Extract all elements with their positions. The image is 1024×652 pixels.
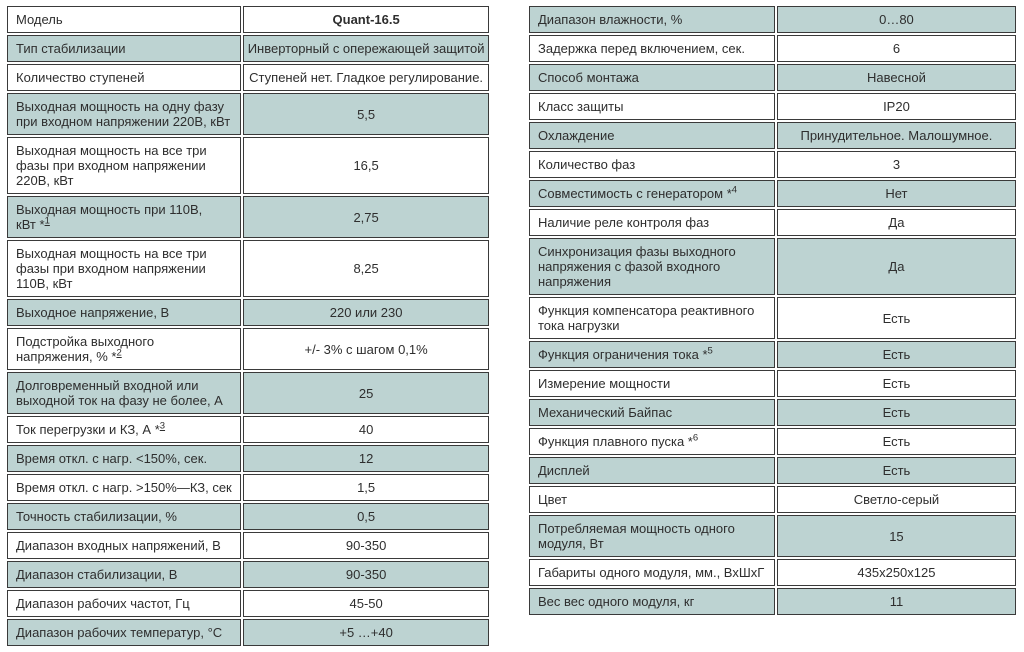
spec-value: Инверторный с опережающей защитой (243, 35, 489, 62)
spec-label: Время откл. с нагр. <150%, сек. (7, 445, 241, 472)
spec-value: 435x250x125 (777, 559, 1016, 586)
spec-value: 0…80 (777, 6, 1016, 33)
spec-value: Есть (777, 399, 1016, 426)
spec-label: Выходная мощность при 110В, кВт *$^1$ (7, 196, 241, 238)
spec-label: Задержка перед включением, сек. (529, 35, 775, 62)
table-row (7, 561, 489, 588)
spec-label: Потребляемая мощность одного модуля, Вт (529, 515, 775, 557)
table-row (529, 238, 1016, 295)
spec-label: Вес вес одного модуля, кг (529, 588, 775, 615)
table-row (7, 328, 489, 370)
spec-label: Подстройка выходного напряжения, % *$^2$ (7, 328, 241, 370)
specs-table-right (527, 4, 1018, 617)
table-row (7, 372, 489, 414)
spec-value: Есть (777, 457, 1016, 484)
spec-value: Нет (777, 180, 1016, 207)
footnote-mark: 5 (707, 345, 713, 357)
spec-label: Габариты одного модуля, мм., ВхШхГ (529, 559, 775, 586)
table-row (529, 151, 1016, 178)
footnote-mark: 1 (44, 215, 50, 227)
spec-value: Да (777, 238, 1016, 295)
spec-label: Точность стабилизации, % (7, 503, 241, 530)
spec-value: 3 (777, 151, 1016, 178)
table-row (7, 532, 489, 559)
table-row (529, 399, 1016, 426)
table-row (7, 35, 489, 62)
spec-label: Механический Байпас (529, 399, 775, 426)
spec-label: Тип стабилизации (7, 35, 241, 62)
spec-value: +5 …+40 (243, 619, 489, 646)
spec-label: Диапазон стабилизации, В (7, 561, 241, 588)
table-row (7, 474, 489, 501)
table-row (529, 297, 1016, 339)
table-row (7, 299, 489, 326)
table-row (529, 64, 1016, 91)
spec-value: Да (777, 209, 1016, 236)
spec-value: 15 (777, 515, 1016, 557)
spec-label: Диапазон влажности, % (529, 6, 775, 33)
spec-value: 16,5 (243, 137, 489, 194)
spec-value: 45-50 (243, 590, 489, 617)
spec-value: 5,5 (243, 93, 489, 135)
spec-value: 90-350 (243, 561, 489, 588)
spec-label: Функция ограничения тока *$^5$ (529, 341, 775, 368)
table-row (7, 6, 489, 33)
spec-value: +/- 3% с шагом 0,1% (243, 328, 489, 370)
spec-value: 0,5 (243, 503, 489, 530)
table-row (7, 503, 489, 530)
spec-label: Количество ступеней (7, 64, 241, 91)
spec-value: Есть (777, 297, 1016, 339)
table-row (7, 416, 489, 443)
spec-label: Выходная мощность на одну фазу при входном напряжении 220В, кВт (7, 93, 241, 135)
table-row (529, 35, 1016, 62)
table-row (7, 590, 489, 617)
spec-label: Синхронизация фазы выходного напряжения с фазой входного напряжения (529, 238, 775, 295)
spec-value: 220 или 230 (243, 299, 489, 326)
specs-table-left (5, 4, 491, 648)
spec-label: Способ монтажа (529, 64, 775, 91)
table-row (529, 341, 1016, 368)
spec-value: 8,25 (243, 240, 489, 297)
spec-label: Выходная мощность на все три фазы при входном напряжении 220В, кВт (7, 137, 241, 194)
spec-value: Ступеней нет. Гладкое регулирование. (243, 64, 489, 91)
table-row (529, 93, 1016, 120)
footnote-mark: 6 (692, 432, 699, 444)
spec-label: Диапазон рабочих частот, Гц (7, 590, 241, 617)
table-row (529, 515, 1016, 557)
table-row (529, 370, 1016, 397)
spec-value: 6 (777, 35, 1016, 62)
spec-label: Цвет (529, 486, 775, 513)
spec-value: 12 (243, 445, 489, 472)
table-row (529, 486, 1016, 513)
spec-value: 11 (777, 588, 1016, 615)
spec-value: 2,75 (243, 196, 489, 238)
spec-label: Наличие реле контроля фаз (529, 209, 775, 236)
spec-value: 40 (243, 416, 489, 443)
table-row (529, 559, 1016, 586)
table-row (7, 64, 489, 91)
table-row (529, 122, 1016, 149)
footnote-mark: 2 (116, 347, 122, 359)
spec-value: Есть (777, 370, 1016, 397)
spec-value: 90-350 (243, 532, 489, 559)
table-row (7, 93, 489, 135)
spec-value: 25 (243, 372, 489, 414)
spec-value: IP20 (777, 93, 1016, 120)
spec-label: Долговременный входной или выходной ток на фазу не более, А (7, 372, 241, 414)
table-row (529, 428, 1016, 455)
spec-label: Время откл. с нагр. >150%—КЗ, сек (7, 474, 241, 501)
spec-value: Quant-16.5 (243, 6, 489, 33)
table-row (7, 445, 489, 472)
spec-value: Есть (777, 341, 1016, 368)
spec-label: Совместимость с генератором *$^4$ (529, 180, 775, 207)
table-row (529, 457, 1016, 484)
table-row (529, 180, 1016, 207)
table-row (7, 619, 489, 646)
table-row (7, 196, 489, 238)
spec-label: Выходная мощность на все три фазы при входном напряжении 110В, кВт (7, 240, 241, 297)
spec-label: Класс защиты (529, 93, 775, 120)
spec-value: Навесной (777, 64, 1016, 91)
spec-label: Функция плавного пуска *$^6$ (529, 428, 775, 455)
spec-label: Дисплей (529, 457, 775, 484)
table-row (7, 240, 489, 297)
table-row (529, 6, 1016, 33)
spec-label: Охлаждение (529, 122, 775, 149)
spec-value: Принудительное. Малошумное. (777, 122, 1016, 149)
spec-value: Светло-серый (777, 486, 1016, 513)
spec-label: Диапазон рабочих температур, °C (7, 619, 241, 646)
spec-value: 1,5 (243, 474, 489, 501)
spec-value: Есть (777, 428, 1016, 455)
footnote-mark: 3 (159, 420, 166, 432)
spec-label: Модель (7, 6, 241, 33)
table-row (7, 137, 489, 194)
table-row (529, 209, 1016, 236)
spec-label: Количество фаз (529, 151, 775, 178)
footnote-mark: 4 (731, 184, 738, 196)
spec-label: Ток перегрузки и КЗ, А *$^3$ (7, 416, 241, 443)
spec-label: Выходное напряжение, В (7, 299, 241, 326)
table-row (529, 588, 1016, 615)
spec-label: Функция компенсатора реактивного тока нагрузки (529, 297, 775, 339)
spec-label: Измерение мощности (529, 370, 775, 397)
spec-label: Диапазон входных напряжений, В (7, 532, 241, 559)
